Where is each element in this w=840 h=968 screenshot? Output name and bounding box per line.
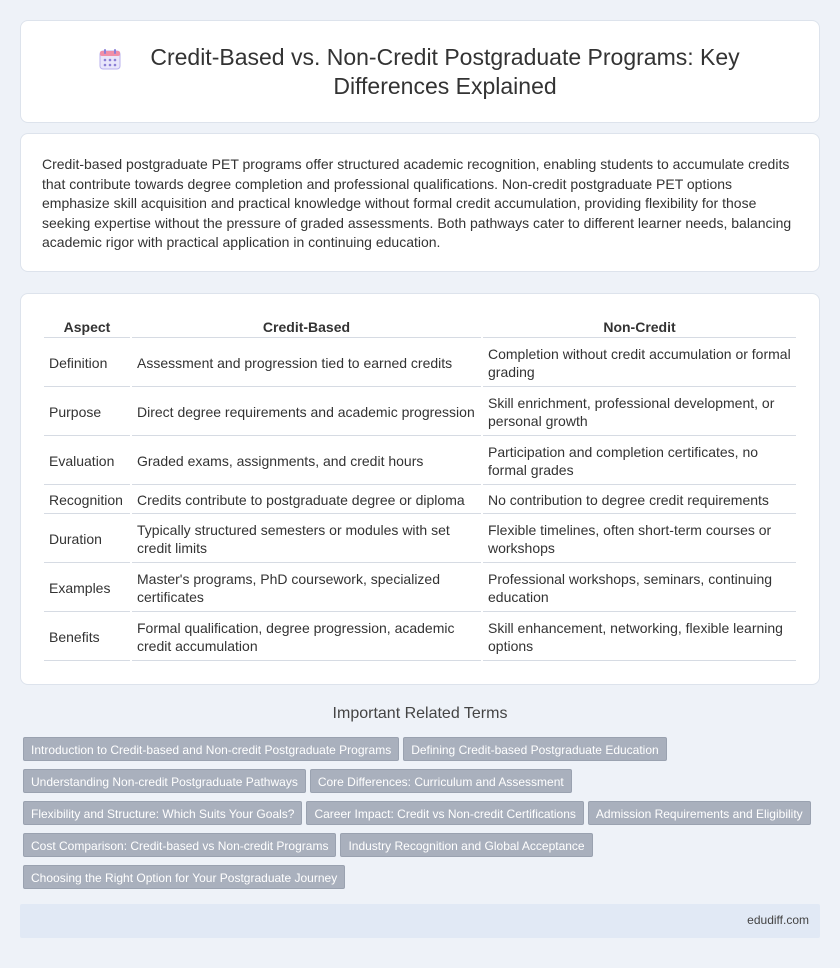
- table-row: [44, 340, 796, 387]
- aspect-cell: Evaluation: [44, 438, 130, 485]
- non-credit-cell: Flexible timelines, often short-term courses or workshops: [483, 516, 796, 563]
- credit-based-cell: Credits contribute to postgraduate degree or diploma: [132, 487, 481, 514]
- table-row: [44, 516, 796, 563]
- non-credit-cell: Completion without credit accumulation or formal grading: [483, 340, 796, 387]
- aspect-cell: Duration: [44, 516, 130, 563]
- related-term-link[interactable]: Flexibility and Structure: Which Suits Your Goals?: [23, 801, 302, 825]
- aspect-cell: Recognition: [44, 487, 130, 514]
- footer: [20, 904, 820, 938]
- title-card: [20, 20, 820, 123]
- related-terms-list: [23, 737, 823, 897]
- aspect-cell: Benefits: [44, 614, 130, 661]
- comparison-table-card: [20, 293, 820, 685]
- intro-paragraph: Credit-based postgraduate PET programs offer structured academic recognition, enabling students to accumulate credits that contribute towards degree completion and professional qualifications. Non-credit postgraduate PET options emphasize skill acquisition and practical knowledge without formal credit accumulation, providing flexibility for those seeking expertise without the pressure of graded assessments. Both pathways cater to different learner needs, balancing academic rigor with practical application in continuing education.: [42, 156, 792, 251]
- related-term-link[interactable]: Admission Requirements and Eligibility: [588, 801, 811, 825]
- page-title: Credit-Based vs. Non-Credit Postgraduate Programs: Key Differences Explained: [150, 44, 740, 99]
- column-header-non-credit: Non-Credit: [483, 316, 796, 338]
- related-term-link[interactable]: Core Differences: Curriculum and Assessment: [310, 769, 572, 793]
- related-term-link[interactable]: Understanding Non-credit Postgraduate Pathways: [23, 769, 306, 793]
- table-row: [44, 614, 796, 661]
- related-term-link[interactable]: Choosing the Right Option for Your Postgraduate Journey: [23, 865, 345, 889]
- credit-based-cell: Formal qualification, degree progression, academic credit accumulation: [132, 614, 481, 661]
- intro-card: [20, 133, 820, 272]
- related-term-link[interactable]: Cost Comparison: Credit-based vs Non-credit Programs: [23, 833, 336, 857]
- table-row: [44, 565, 796, 612]
- table-row: [44, 487, 796, 514]
- credit-based-cell: Direct degree requirements and academic progression: [132, 389, 481, 436]
- footer-site-link[interactable]: edudiff.com: [747, 913, 809, 927]
- related-term-link[interactable]: Introduction to Credit-based and Non-credit Postgraduate Programs: [23, 737, 399, 761]
- non-credit-cell: Skill enhancement, networking, flexible learning options: [483, 614, 796, 661]
- non-credit-cell: Professional workshops, seminars, continuing education: [483, 565, 796, 612]
- non-credit-cell: Participation and completion certificates, no formal grades: [483, 438, 796, 485]
- related-terms-heading: Important Related Terms: [332, 705, 508, 722]
- table-header-row: [44, 316, 796, 338]
- related-term-link[interactable]: Industry Recognition and Global Acceptance: [340, 833, 592, 857]
- comparison-table: [42, 314, 798, 663]
- credit-based-cell: Master's programs, PhD coursework, specialized certificates: [132, 565, 481, 612]
- related-term-link[interactable]: Defining Credit-based Postgraduate Education: [403, 737, 667, 761]
- credit-based-cell: Graded exams, assignments, and credit hours: [132, 438, 481, 485]
- credit-based-cell: Typically structured semesters or modules with set credit limits: [132, 516, 481, 563]
- aspect-cell: Examples: [44, 565, 130, 612]
- related-term-link[interactable]: Career Impact: Credit vs Non-credit Certifications: [306, 801, 583, 825]
- aspect-cell: Purpose: [44, 389, 130, 436]
- non-credit-cell: Skill enrichment, professional development, or personal growth: [483, 389, 796, 436]
- credit-based-cell: Assessment and progression tied to earned credits: [132, 340, 481, 387]
- aspect-cell: Definition: [44, 340, 130, 387]
- column-header-aspect: Aspect: [44, 316, 130, 338]
- table-row: [44, 438, 796, 485]
- table-row: [44, 389, 796, 436]
- non-credit-cell: No contribution to degree credit requirements: [483, 487, 796, 514]
- column-header-credit-based: Credit-Based: [132, 316, 481, 338]
